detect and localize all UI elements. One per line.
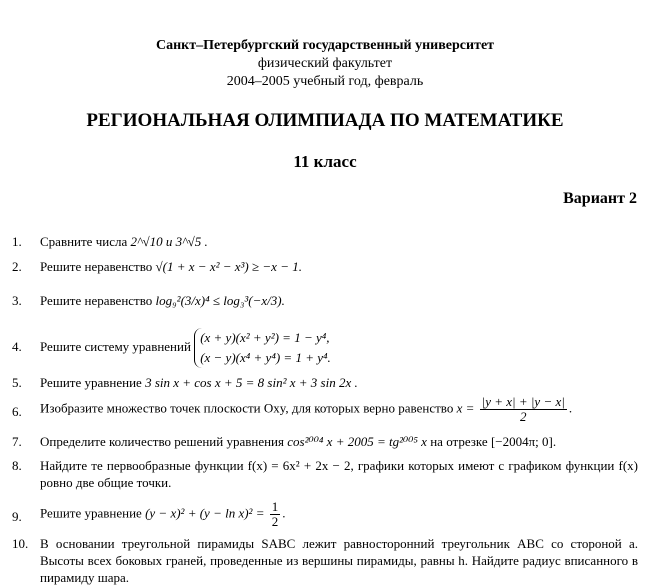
problem-text: Определите количество решений уравнения cos²⁰⁰⁴ x + 2005 = tg²⁰⁰⁵ x на отрезке [−2004π; 0].	[40, 434, 557, 449]
problem-number: 10.	[12, 536, 29, 551]
grade-heading: 11 класс	[293, 152, 357, 171]
faculty-name: физический факультет	[257, 56, 393, 71]
problem-text: Решите систему уравнений (x + y)(x² + y²) = 1 − y⁴, (x − y)(x⁴ + y⁴) = 1 + y⁴.	[40, 328, 638, 368]
problem-math: cos²⁰⁰⁴ x + 2005 = tg²⁰⁰⁵ x	[287, 434, 427, 449]
problem-text: Решите уравнение (y − x)² + (y − ln x)² = $\frac{1}{2}$ .	[40, 499, 286, 529]
problem-text: В основании треугольной пирамиды SABC лежит равносторонний треугольник ABC со стороной a. Высоты всех боковых граней, проведенные из вершины пирамиды, равны h. Найдите радиус вписанного в пирамиду шара.	[40, 536, 638, 585]
problem-number: 6.	[12, 404, 22, 419]
problem-text: Сравните числа 2^√10 и 3^√5 .	[40, 234, 208, 249]
variant-label: Вариант 2	[563, 190, 637, 207]
problem-number: 4.	[12, 339, 22, 354]
problem-text: Изобразите множество точек плоскости Oxy, для которых верно равенство x = $\frac{|y + x| + |y - x|}{2}$ .	[40, 394, 573, 424]
problem-text: Решите неравенство log₉²(3/x)⁴ ≤ log₃³(−x/3).	[40, 293, 285, 308]
problem-fraction: $\frac{|y + x| + |y - x|}{2}$	[481, 394, 565, 424]
problem-math: √(1 + x − x² − x³) ≥ −x − 1.	[155, 259, 302, 274]
problem-number: 1.	[12, 234, 22, 249]
problem-number: 5.	[12, 375, 22, 390]
problem-text: Найдите те первообразные функции f(x) = 6x² + 2x − 2, графики которых имеют с графиком функции f(x) ровно две общие точки.	[40, 458, 638, 490]
problem-math: 2^√10 и 3^√5 .	[130, 234, 208, 249]
problem-number: 9.	[12, 509, 22, 524]
problem-fraction: $\frac{1}{2}$	[271, 499, 279, 529]
system-equation-2: (x − y)(x⁴ + y⁴) = 1 + y⁴.	[200, 350, 331, 365]
problem-math: (y − x)² + (y − ln x)² =	[145, 505, 265, 521]
academic-year: 2004–2005 учебный год, февраль	[226, 74, 424, 89]
page-title: РЕГИОНАЛЬНАЯ ОЛИМПИАДА ПО МАТЕМАТИКЕ	[86, 110, 564, 131]
problem-number: 8.	[12, 458, 22, 473]
problem-math: 3 sin x + cos x + 5 = 8 sin² x + 3 sin 2x .	[145, 375, 358, 390]
problem-text: Решите неравенство √(1 + x − x² − x³) ≥ −x − 1.	[40, 259, 302, 274]
problem-number: 2.	[12, 259, 22, 274]
problem-number: 7.	[12, 434, 22, 449]
system-equation-1: (x + y)(x² + y²) = 1 − y⁴,	[200, 330, 330, 345]
equation-system	[194, 328, 331, 368]
problem-number: 3.	[12, 293, 22, 308]
university-name: Санкт–Петербургский государственный университет	[155, 38, 495, 53]
problem-math: log₉²(3/x)⁴ ≤ log₃³(−x/3).	[155, 293, 285, 308]
problem-text: Решите уравнение 3 sin x + cos x + 5 = 8 sin² x + 3 sin 2x .	[40, 375, 358, 390]
